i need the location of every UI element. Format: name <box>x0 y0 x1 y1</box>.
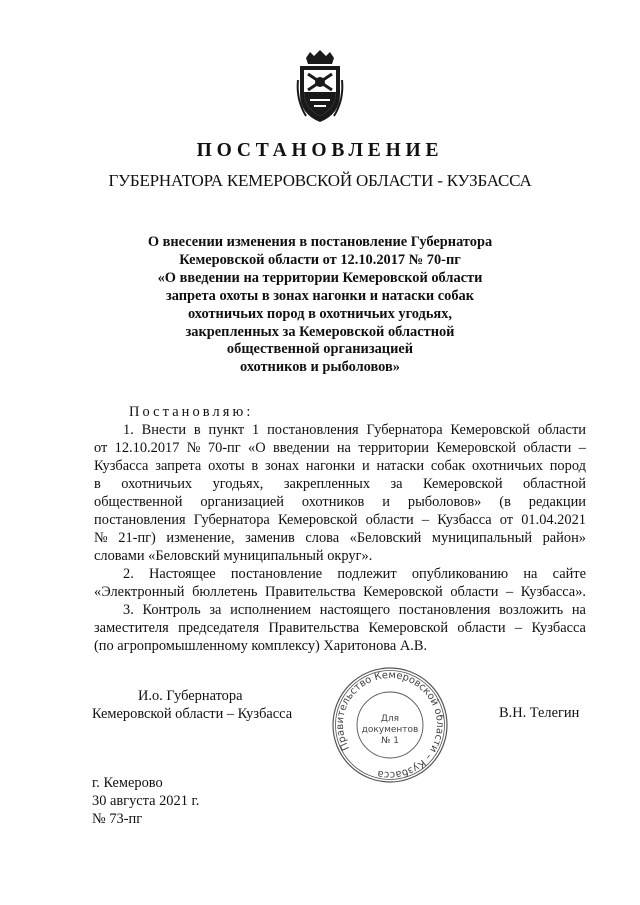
body-word: настоящего <box>319 602 391 618</box>
body-word: Кузбасса <box>94 458 149 474</box>
body-line <box>94 475 586 493</box>
footer-date: 30 августа 2021 г. <box>92 793 200 809</box>
subject-line: «О введении на территории Кемеровской области <box>157 269 483 286</box>
body-word: № <box>94 530 108 546</box>
subject-line: закрепленных за Кемеровской областной <box>185 323 455 340</box>
body-word: охоты <box>208 458 245 474</box>
document-footer <box>92 774 199 828</box>
issuer-title: ГУБЕРНАТОРА КЕМЕРОВСКОЙ ОБЛАСТИ - КУЗБАССА <box>108 171 532 190</box>
body-line <box>94 601 586 619</box>
body-word: Кемеровской <box>436 440 516 456</box>
body-word: собак <box>430 458 466 474</box>
body-word: территории <box>358 440 429 456</box>
body-word: постановление <box>230 566 323 582</box>
body-word: натаски <box>376 458 425 474</box>
body-word: за <box>209 602 222 618</box>
subject-line: охотничьих пород в охотничьих угодьях, <box>187 305 453 322</box>
body-word: постановления <box>267 422 359 438</box>
body-word: области <box>450 584 499 600</box>
decree-word: Постановляю: <box>129 404 254 420</box>
body-word: 21-пг) <box>118 530 156 546</box>
body-word: угодьях, <box>212 476 264 492</box>
body-word: пункт <box>208 422 245 438</box>
body-word: бюллетень <box>192 584 258 600</box>
stamp-ring-text: Правительство Кемеровской области – Кузбасса <box>334 669 446 781</box>
body-line <box>94 583 586 601</box>
body-word: Контроль <box>142 602 201 618</box>
body-word: «Беловский <box>349 530 422 546</box>
body-word: – <box>514 620 523 636</box>
subject-line: общественной организацией <box>226 341 414 358</box>
body-word: охотников <box>301 494 365 510</box>
body-word: «Электронный <box>94 584 185 600</box>
body-word: введении <box>272 440 330 456</box>
body-line <box>94 529 586 547</box>
body-word: от <box>499 512 514 528</box>
body-word: 70-пг <box>207 440 241 456</box>
stamp-center-line: документов <box>361 725 419 735</box>
body-word: на <box>523 566 538 582</box>
body-line <box>94 439 586 457</box>
body-word: и <box>361 458 370 474</box>
body-word: охотничьих <box>121 476 193 492</box>
body-word: рыболовов» <box>407 494 482 510</box>
body-word: 3. <box>123 602 134 618</box>
body-word: в <box>94 476 101 492</box>
body-word: и <box>382 494 390 510</box>
body-line <box>94 619 586 637</box>
body-word: 2. <box>123 566 134 582</box>
position-line: Кемеровской области – Кузбасса <box>92 706 293 722</box>
body-word: Кемеровской <box>422 476 503 492</box>
body-word: закрепленных <box>283 476 371 492</box>
body-word: возложить <box>499 602 564 618</box>
body-word: Губернатора <box>366 422 443 438</box>
body-word: сайте <box>552 566 586 582</box>
body-word: редакции <box>528 494 586 510</box>
body-word: председателя <box>178 620 260 636</box>
body-word: подлежит <box>337 566 397 582</box>
body-line <box>94 457 586 475</box>
body-word: Настоящее <box>148 566 216 582</box>
body-word: изменение, <box>166 530 235 546</box>
body-word: пород <box>549 458 586 474</box>
body-line <box>94 493 586 511</box>
body-word: Кузбасса». <box>520 584 586 600</box>
decree-subject <box>100 234 540 377</box>
body-word: на <box>336 440 351 456</box>
body-word: район» <box>542 530 586 546</box>
body-word: организацией <box>200 494 284 510</box>
body-word: в <box>193 422 201 438</box>
body-word: – <box>505 584 514 600</box>
body-word: в <box>251 458 259 474</box>
body-word: Кузбасса <box>437 512 492 528</box>
body-word: (в <box>499 494 511 510</box>
body-word: зонах <box>264 458 300 474</box>
body-line <box>94 421 586 439</box>
body-word: муниципальный <box>431 530 533 546</box>
body-word: Губернатора <box>193 512 270 528</box>
body-word: опубликованию <box>411 566 509 582</box>
subject-line: охотников и рыболовов» <box>240 359 400 376</box>
body-word: заменив <box>245 530 295 546</box>
body-line: (по агропромышленному комплексу) Харитонова А.В. <box>94 638 428 654</box>
decree-body <box>94 421 586 655</box>
body-word: Внести <box>141 422 187 438</box>
body-word: на <box>571 602 586 618</box>
body-word: слова <box>305 530 340 546</box>
subject-line: запрета охоты в зонах нагонки и натаски собак <box>165 287 475 304</box>
body-word: 1 <box>252 422 260 438</box>
subject-line: Кемеровской области от 12.10.2017 № 70-пг <box>179 251 461 268</box>
body-word: № <box>186 440 201 456</box>
body-line: словами «Беловский муниципальный округ». <box>94 548 373 564</box>
body-word: Кемеровской <box>363 584 443 600</box>
body-word: Кузбасса <box>531 620 586 636</box>
body-word: 12.10.2017 <box>114 440 180 456</box>
footer-city: г. Кемерово <box>92 775 163 791</box>
body-word: общественной <box>94 494 183 510</box>
official-seal-stamp <box>331 666 449 784</box>
body-word: Правительства <box>265 584 356 600</box>
body-word: исполнением <box>230 602 312 618</box>
stamp-center-line: № 1 <box>381 736 399 746</box>
kemerovo-coat-of-arms-icon <box>296 50 344 126</box>
body-word: запрета <box>155 458 202 474</box>
body-word: – <box>421 512 430 528</box>
document-type-title: ПОСТАНОВЛЕНИЕ <box>196 140 444 161</box>
body-word: области <box>365 512 414 528</box>
body-word: областной <box>522 476 586 492</box>
body-word: от <box>94 440 108 456</box>
body-word: за <box>390 476 403 492</box>
position-line: И.о. Губернатора <box>138 688 243 704</box>
body-word: – <box>578 440 586 456</box>
body-word: Кемеровской <box>368 620 449 636</box>
stamp-center-line: Для <box>380 714 400 724</box>
signatory-name: В.Н. Телегин <box>499 705 580 721</box>
footer-number: № 73-пг <box>92 811 143 827</box>
signatory-position <box>92 687 292 723</box>
body-word: Кемеровской <box>450 422 530 438</box>
body-word: Кемеровской <box>277 512 358 528</box>
body-word: заместителя <box>94 620 169 636</box>
body-word: охотничьих <box>472 458 543 474</box>
body-word: «О <box>248 440 266 456</box>
body-word: 1. <box>123 422 134 438</box>
body-word: области <box>537 422 586 438</box>
body-word: постановления <box>94 512 186 528</box>
subject-line: О внесении изменения в постановление Губернатора <box>147 234 493 250</box>
body-word: области <box>457 620 506 636</box>
body-line <box>94 565 586 583</box>
body-word: нагонки <box>305 458 356 474</box>
body-word: 01.04.2021 <box>521 512 586 528</box>
body-word: области <box>523 440 572 456</box>
body-word: постановления <box>398 602 491 618</box>
body-line <box>94 511 586 529</box>
body-word: Правительства <box>268 620 360 636</box>
